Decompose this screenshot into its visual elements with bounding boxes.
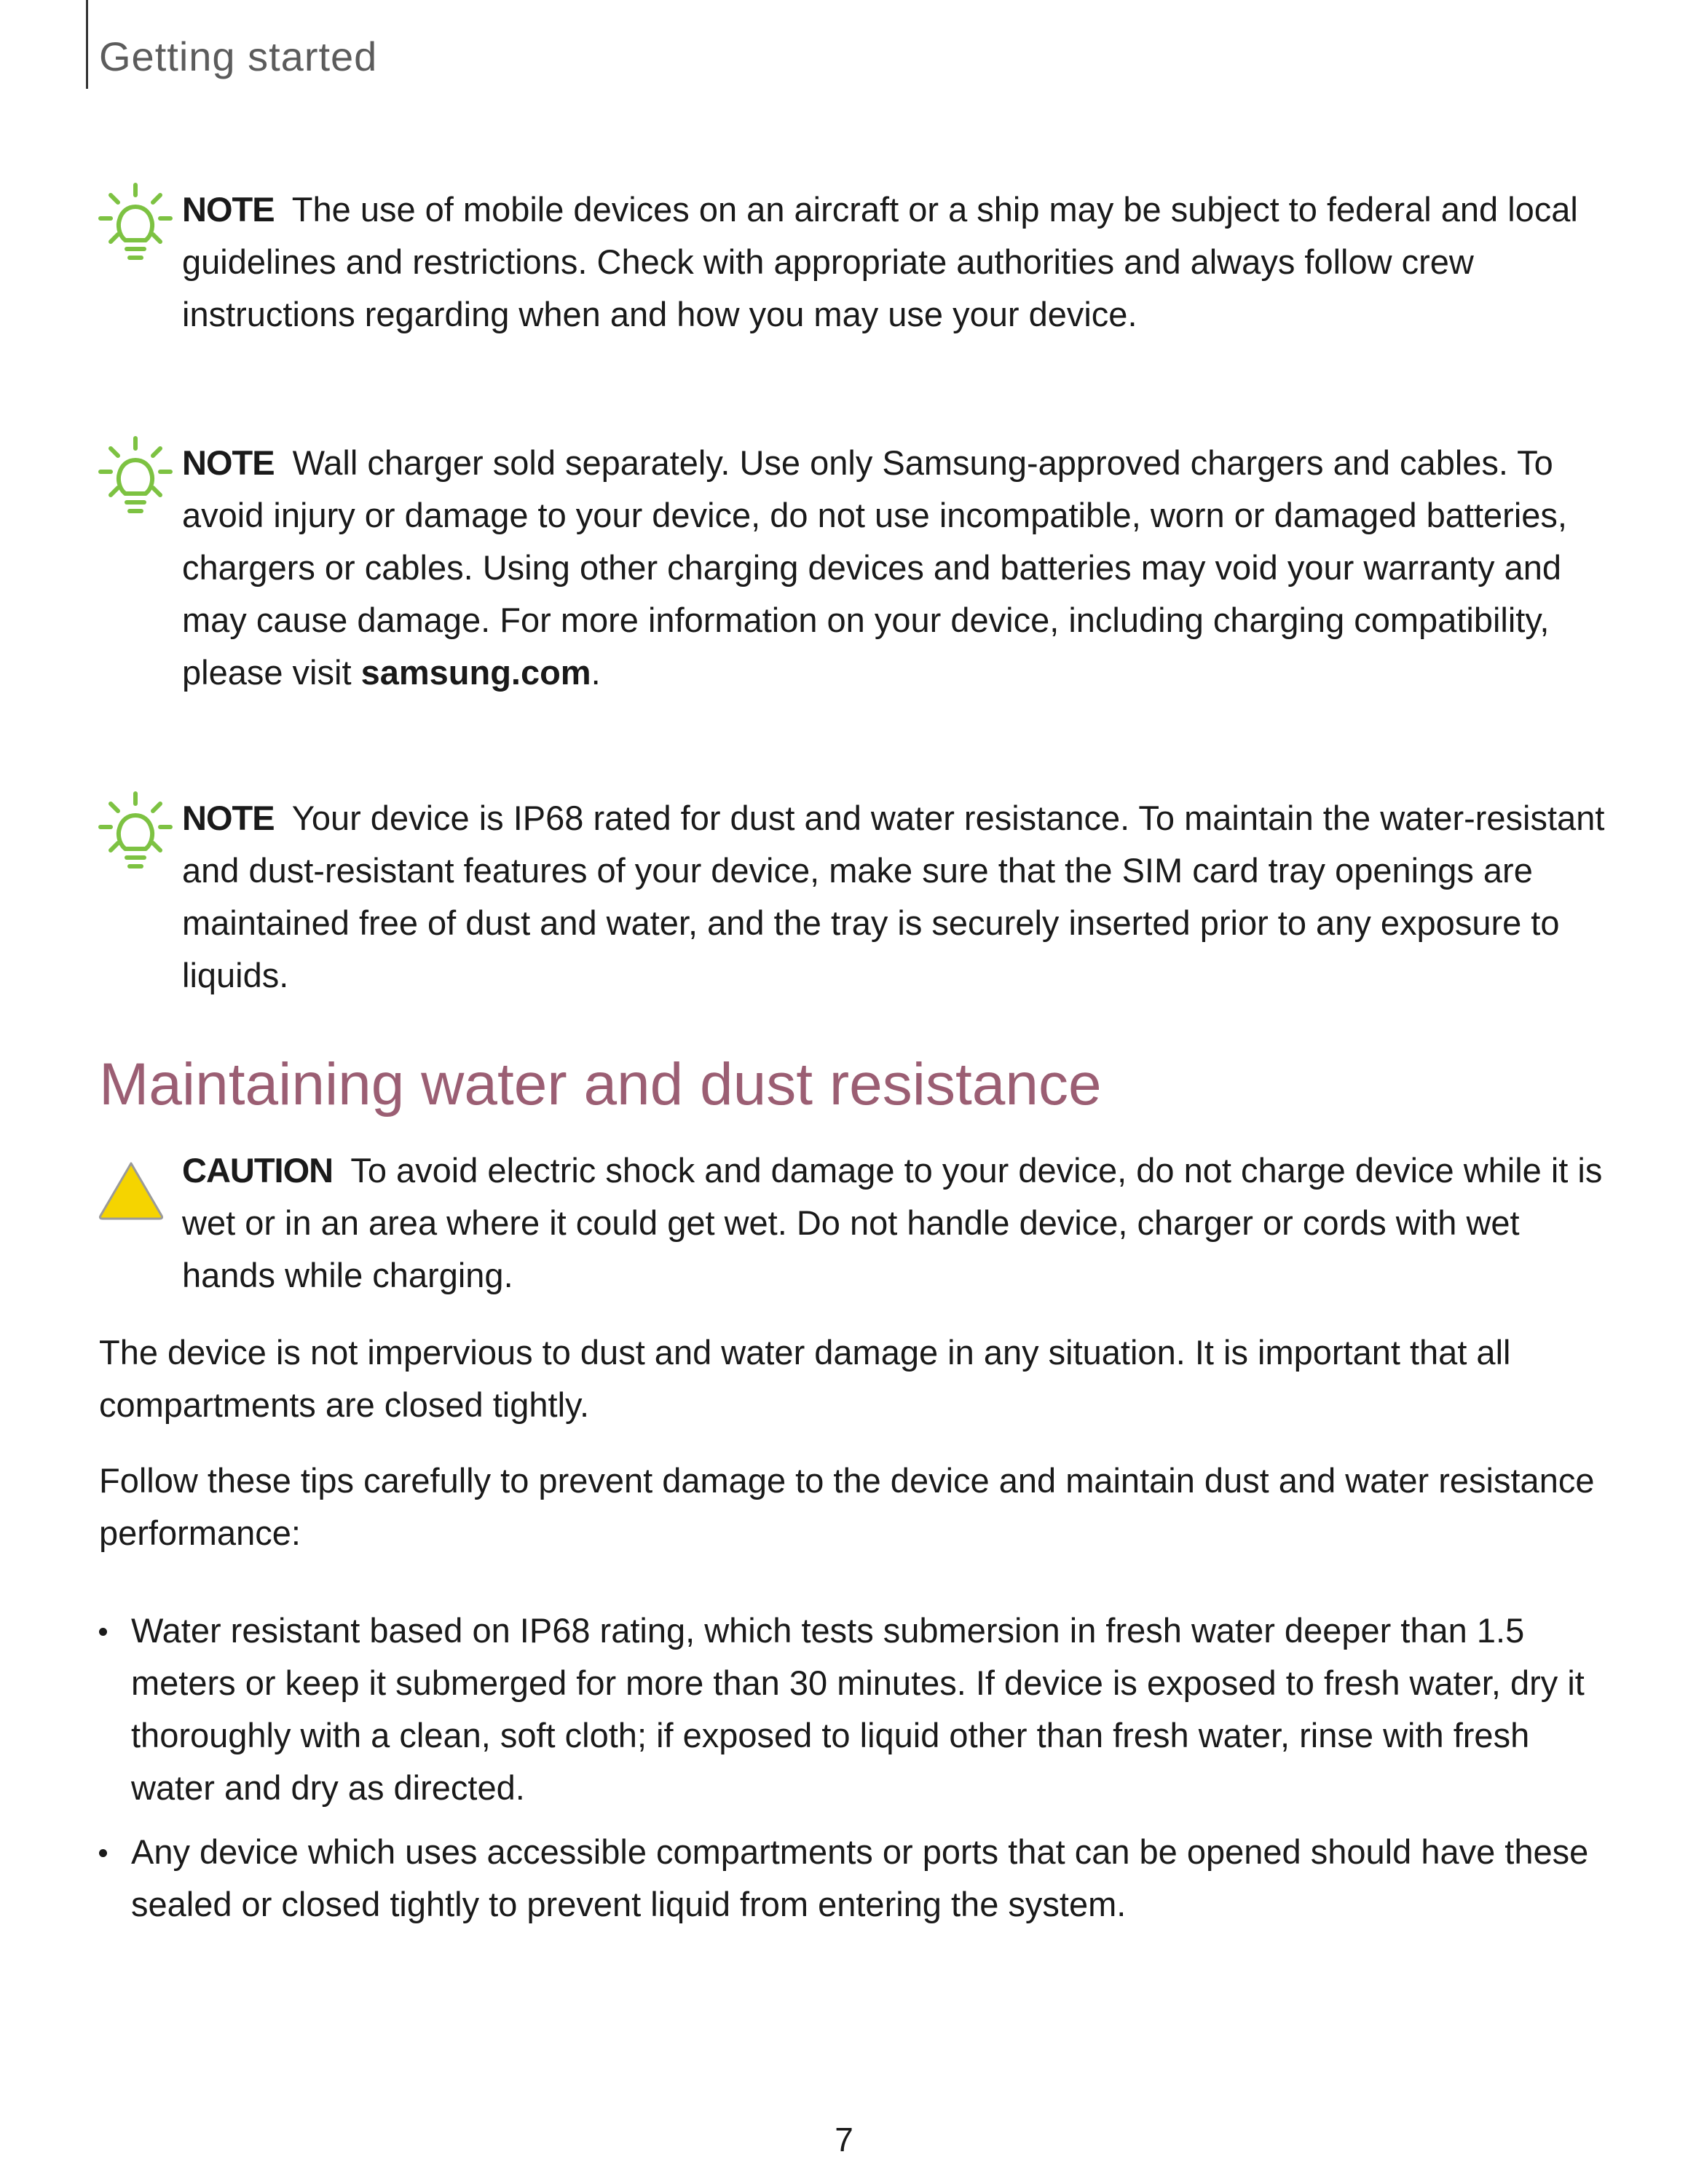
caution-label: CAUTION xyxy=(182,1151,334,1190)
page-number: 7 xyxy=(835,2121,853,2159)
section-heading: Maintaining water and dust resistance xyxy=(99,1051,1102,1117)
note-text: The use of mobile devices on an aircraft or a ship may be subject to federal and local guidelines and restrictions. Check with appropriate authorities and always follow crew instructions regarding when and how you may use your device. xyxy=(182,190,1578,333)
caution-note xyxy=(182,1144,1609,1302)
note-charger xyxy=(182,437,1609,699)
lightbulb-icon xyxy=(98,435,173,517)
samsung-link[interactable]: samsung.com xyxy=(360,653,591,692)
tips-list xyxy=(99,1605,1606,1942)
bullet-dot xyxy=(99,1628,107,1636)
paragraph-impervious: The device is not impervious to dust and water damage in any situation. It is important that all compartments are closed tightly. xyxy=(99,1333,1511,1424)
note-label: NOTE xyxy=(182,443,275,482)
note-aircraft xyxy=(182,183,1609,341)
note-label: NOTE xyxy=(182,190,275,229)
lightbulb-icon xyxy=(98,791,173,872)
note-label: NOTE xyxy=(182,799,275,837)
note-text: Wall charger sold separately. Use only Samsung-approved chargers and cables. To avoid injury or damage to your device, do not use incompatible, worn or damaged batteries, chargers or cables. Using other charging devices and batteries may void your warranty and may cause damage. For more information on your device, including charging compatibility, please visit xyxy=(182,443,1567,692)
paragraph-follow-tips: Follow these tips carefully to prevent damage to the device and maintain dust and water resistance performance: xyxy=(99,1461,1595,1552)
bullet-dot xyxy=(99,1849,107,1857)
list-item-text: Water resistant based on IP68 rating, which tests submersion in fresh water deeper than 1.5 meters or keep it submerged for more than 30 minutes. If device is exposed to fresh water, dry it thoroughly with a clean, soft cloth; if exposed to liquid other than fresh water, rinse with fresh water and dry as directed. xyxy=(131,1611,1585,1807)
caution-text: To avoid electric shock and damage to your device, do not charge device while it is wet or in an area where it could get wet. Do not handle device, charger or cords with wet hands while charging. xyxy=(182,1151,1603,1294)
caution-triangle-icon xyxy=(96,1159,166,1222)
header-rule xyxy=(86,0,88,89)
note-text-end: . xyxy=(591,653,601,692)
note-ip68 xyxy=(182,792,1609,1002)
list-item xyxy=(99,1826,1606,1931)
note-text: Your device is IP68 rated for dust and water resistance. To maintain the water-resistant and dust-resistant features of your device, make sure that the SIM card tray openings are maintained free of dust and water, and the tray is securely inserted prior to any exposure to liquids. xyxy=(182,799,1605,994)
lightbulb-icon xyxy=(98,182,173,264)
list-item xyxy=(99,1605,1606,1814)
list-item-text: Any device which uses accessible compartments or ports that can be opened should have these sealed or closed tightly to prevent liquid from entering the system. xyxy=(131,1832,1589,1923)
header-section-title: Getting started xyxy=(99,33,378,79)
